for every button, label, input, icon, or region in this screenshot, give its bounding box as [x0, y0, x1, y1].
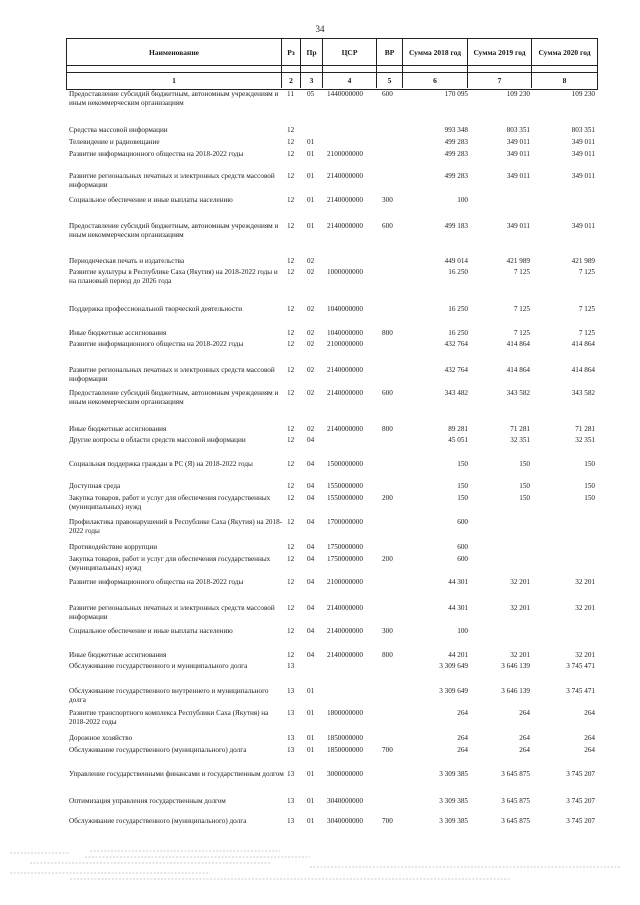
cell-name: Управление государственными финансами и государственным долгом — [69, 770, 284, 778]
cell-rz: 12 — [287, 482, 295, 490]
cell-rz: 12 — [287, 518, 295, 526]
cell-rz: 12 — [287, 543, 295, 551]
cell-s2018: 600 — [457, 543, 468, 551]
cell-s2018: 150 — [457, 494, 468, 502]
cell-s2020: 71 281 — [575, 425, 595, 433]
cell-s2018: 600 — [457, 518, 468, 526]
cell-csr: 3040000000 — [327, 797, 363, 805]
cell-rz: 12 — [287, 257, 295, 265]
cell-csr: 2100000000 — [327, 150, 363, 158]
cell-rz: 12 — [287, 651, 295, 659]
header-num-2: 2 — [282, 73, 301, 88]
cell-csr: 2140000000 — [327, 222, 363, 230]
cell-s2019: 32 201 — [510, 651, 530, 659]
cell-rz: 13 — [287, 662, 295, 670]
cell-name: Развитие региональных печатных и электронных средств массовой информации — [69, 366, 275, 383]
cell-s2019: 349 011 — [506, 138, 530, 146]
header-gap — [403, 65, 468, 72]
cell-s2018: 993 348 — [444, 126, 468, 134]
header-2019: Сумма 2019 год — [468, 39, 532, 65]
cell-s2020: 264 — [584, 746, 595, 754]
cell-name: Развитие информационного общества на 2018-2022 годы — [69, 578, 244, 586]
cell-pr: 04 — [307, 482, 315, 490]
cell-csr: 1700000000 — [327, 518, 363, 526]
cell-csr: 1550000000 — [327, 494, 363, 502]
cell-rz: 12 — [287, 389, 295, 397]
cell-pr: 02 — [307, 366, 315, 374]
cell-s2020: 32 201 — [575, 578, 595, 586]
cell-pr: 01 — [307, 196, 315, 204]
page-number: 34 — [315, 24, 325, 34]
cell-s2019: 3 645 875 — [501, 770, 530, 778]
cell-s2018: 264 — [457, 709, 468, 717]
cell-name: Телевидение и радиовещание — [69, 138, 160, 146]
cell-s2019: 343 582 — [506, 389, 530, 397]
cell-name: Развитие региональных печатных и электронных средств массовой информации — [69, 604, 275, 621]
scan-noise — [10, 845, 628, 885]
cell-csr: 2140000000 — [327, 366, 363, 374]
cell-pr: 01 — [307, 709, 315, 717]
table-header — [66, 38, 598, 90]
cell-s2018: 499 183 — [444, 222, 468, 230]
cell-s2019: 7 125 — [513, 305, 530, 313]
cell-s2018: 16 250 — [448, 329, 468, 337]
cell-name: Предоставление субсидий бюджетным, автономным учреждениям и иным некоммерческим организациям — [69, 389, 279, 406]
cell-s2019: 349 011 — [506, 150, 530, 158]
cell-s2020: 803 351 — [571, 126, 595, 134]
cell-s2019: 421 989 — [506, 257, 530, 265]
cell-vr: 700 — [382, 817, 393, 825]
cell-csr: 2140000000 — [327, 196, 363, 204]
cell-csr: 1440000000 — [327, 90, 363, 98]
cell-s2020: 32 201 — [575, 604, 595, 612]
cell-pr: 02 — [307, 268, 315, 276]
cell-rz: 13 — [287, 797, 295, 805]
cell-pr: 01 — [307, 687, 315, 695]
cell-s2019: 414 864 — [506, 340, 530, 348]
cell-rz: 12 — [287, 222, 295, 230]
cell-csr: 3040000000 — [327, 817, 363, 825]
header-num-8: 8 — [562, 76, 567, 85]
header-rz: Рз — [282, 39, 301, 65]
cell-vr: 600 — [382, 90, 393, 98]
header-vr: ВР — [377, 39, 403, 65]
cell-s2018: 170 095 — [444, 90, 468, 98]
cell-s2018: 264 — [457, 746, 468, 754]
cell-pr: 04 — [307, 555, 315, 563]
cell-s2018: 16 250 — [448, 305, 468, 313]
cell-s2018: 499 283 — [444, 150, 468, 158]
cell-name: Периодическая печать и издательства — [69, 257, 185, 265]
cell-name: Оптимизация управления государственным долгом — [69, 797, 226, 805]
cell-s2020: 349 011 — [571, 150, 595, 158]
cell-pr: 01 — [307, 746, 315, 754]
cell-rz: 12 — [287, 329, 295, 337]
cell-name: Социальное обеспечение и иные выплаты населению — [69, 627, 233, 635]
cell-s2018: 343 482 — [444, 389, 468, 397]
header-num-7: 7 — [468, 73, 532, 88]
cell-name: Обслуживание государственного и муниципального долга — [69, 662, 248, 670]
cell-name: Обслуживание государственного внутреннего и муниципального долга — [69, 687, 269, 704]
cell-name: Развитие транспортного комплекса Республики Саха (Якутия) на 2018-2022 годы — [69, 709, 269, 726]
cell-vr: 300 — [382, 627, 393, 635]
header-2020: Сумма 2020 год — [538, 47, 591, 57]
cell-csr: 1850000000 — [327, 746, 363, 754]
cell-name: Предоставление субсидий бюджетным, автономным учреждениям и иным некоммерческим организациям — [69, 90, 279, 107]
cell-rz: 12 — [287, 150, 295, 158]
cell-vr: 600 — [382, 222, 393, 230]
cell-s2020: 3 745 471 — [566, 687, 595, 695]
cell-rz: 13 — [287, 770, 295, 778]
cell-s2019: 109 230 — [506, 90, 530, 98]
cell-s2020: 349 011 — [571, 172, 595, 180]
cell-name: Закупка товаров, работ и услуг для обеспечения государственных (муниципальных) нужд — [69, 494, 271, 511]
cell-name: Развитие региональных печатных и электронных средств массовой информации — [69, 172, 275, 189]
cell-rz: 13 — [287, 709, 295, 717]
cell-csr: 1750000000 — [327, 543, 363, 551]
cell-name: Социальная поддержка граждан в РС (Я) на 2018-2022 годы — [69, 460, 253, 468]
cell-csr: 2140000000 — [327, 425, 363, 433]
cell-rz: 12 — [287, 340, 295, 348]
cell-s2018: 3 309 649 — [439, 687, 468, 695]
cell-s2018: 3 309 385 — [439, 797, 468, 805]
cell-csr: 2100000000 — [327, 578, 363, 586]
cell-csr: 1500000000 — [327, 460, 363, 468]
header-2018: Сумма 2018 год — [403, 39, 468, 65]
cell-pr: 01 — [307, 150, 315, 158]
cell-pr: 02 — [307, 340, 315, 348]
cell-pr: 02 — [307, 257, 315, 265]
cell-pr: 01 — [307, 817, 315, 825]
cell-s2018: 3 309 385 — [439, 817, 468, 825]
header-gap — [67, 65, 282, 72]
cell-vr: 200 — [382, 494, 393, 502]
header-num-5: 5 — [377, 73, 403, 88]
cell-pr: 01 — [307, 138, 315, 146]
cell-rz: 12 — [287, 268, 295, 276]
cell-rz: 12 — [287, 425, 295, 433]
cell-s2018: 432 764 — [444, 340, 468, 348]
cell-s2018: 44 301 — [448, 578, 468, 586]
cell-rz: 12 — [287, 460, 295, 468]
header-gap — [377, 65, 403, 72]
cell-s2019: 32 351 — [510, 436, 530, 444]
cell-s2019: 32 201 — [510, 578, 530, 586]
cell-name: Иные бюджетные ассигнования — [69, 329, 167, 337]
cell-csr: 2140000000 — [327, 604, 363, 612]
cell-s2019: 71 281 — [510, 425, 530, 433]
cell-csr: 2140000000 — [327, 651, 363, 659]
cell-s2019: 150 — [519, 460, 530, 468]
cell-s2020: 7 125 — [578, 268, 595, 276]
cell-s2019: 264 — [519, 746, 530, 754]
cell-s2020: 32 201 — [575, 651, 595, 659]
cell-name: Развитие культуры в Республике Саха (Якутия) на 2018-2022 годы и на плановый период до 2026 года — [69, 268, 278, 285]
cell-csr: 1550000000 — [327, 482, 363, 490]
cell-name: Иные бюджетные ассигнования — [69, 425, 167, 433]
cell-s2018: 449 014 — [444, 257, 468, 265]
header-num-4: 4 — [323, 73, 377, 88]
header-name: Наименование — [67, 39, 282, 65]
cell-pr: 05 — [307, 90, 315, 98]
cell-s2020: 264 — [584, 709, 595, 717]
cell-csr: 2140000000 — [327, 389, 363, 397]
cell-name: Другие вопросы в области средств массовой информации — [69, 436, 246, 444]
cell-vr: 700 — [382, 746, 393, 754]
cell-pr: 04 — [307, 604, 315, 612]
header-num-3: 3 — [301, 73, 323, 88]
cell-s2019: 7 125 — [513, 268, 530, 276]
cell-vr: 200 — [382, 555, 393, 563]
cell-rz: 13 — [287, 687, 295, 695]
cell-s2018: 3 309 649 — [439, 662, 468, 670]
cell-s2020: 264 — [584, 734, 595, 742]
cell-s2018: 150 — [457, 482, 468, 490]
cell-rz: 13 — [287, 817, 295, 825]
cell-csr: 2140000000 — [327, 627, 363, 635]
cell-pr: 02 — [307, 329, 315, 337]
cell-rz: 12 — [287, 366, 295, 374]
cell-pr: 02 — [307, 305, 315, 313]
cell-s2019: 3 646 139 — [501, 687, 530, 695]
cell-name: Развитие информационного общества на 2018-2022 годы — [69, 150, 244, 158]
cell-s2020: 7 125 — [578, 329, 595, 337]
cell-vr: 800 — [382, 425, 393, 433]
cell-rz: 12 — [287, 627, 295, 635]
cell-s2018: 264 — [457, 734, 468, 742]
cell-vr: 800 — [382, 329, 393, 337]
cell-name: Иные бюджетные ассигнования — [69, 651, 167, 659]
cell-pr: 04 — [307, 651, 315, 659]
cell-s2018: 150 — [457, 460, 468, 468]
cell-s2018: 89 281 — [448, 425, 468, 433]
cell-rz: 12 — [287, 126, 295, 134]
cell-pr: 04 — [307, 543, 315, 551]
cell-s2018: 16 250 — [448, 268, 468, 276]
cell-s2020: 414 864 — [571, 340, 595, 348]
cell-name: Поддержка профессиональной творческой деятельности — [69, 305, 243, 313]
cell-csr: 1800000000 — [327, 709, 363, 717]
cell-s2020: 349 011 — [571, 222, 595, 230]
cell-name: Закупка товаров, работ и услуг для обеспечения государственных (муниципальных) нужд — [69, 555, 271, 572]
cell-s2018: 3 309 385 — [439, 770, 468, 778]
cell-s2018: 499 283 — [444, 138, 468, 146]
cell-name: Обслуживание государственного (муниципального) долга — [69, 746, 247, 754]
cell-pr: 04 — [307, 578, 315, 586]
cell-s2020: 349 011 — [571, 138, 595, 146]
cell-s2018: 100 — [457, 196, 468, 204]
cell-s2018: 44 301 — [448, 604, 468, 612]
cell-name: Противодействие коррупции — [69, 543, 158, 551]
cell-pr: 01 — [307, 797, 315, 805]
cell-rz: 12 — [287, 172, 295, 180]
cell-s2019: 349 011 — [506, 172, 530, 180]
cell-s2018: 100 — [457, 627, 468, 635]
cell-name: Дорожное хозяйство — [69, 734, 133, 742]
cell-pr: 02 — [307, 425, 315, 433]
header-num-6: 6 — [403, 73, 468, 88]
cell-s2018: 600 — [457, 555, 468, 563]
cell-s2020: 109 230 — [571, 90, 595, 98]
cell-s2020: 343 582 — [571, 389, 595, 397]
cell-s2020: 414 864 — [571, 366, 595, 374]
cell-pr: 01 — [307, 770, 315, 778]
cell-s2020: 3 745 207 — [566, 797, 595, 805]
cell-name: Профилактика правонарушений в Республике Саха (Якутия) на 2018-2022 годы — [69, 518, 283, 535]
cell-s2019: 3 646 139 — [501, 662, 530, 670]
cell-s2020: 3 745 207 — [566, 817, 595, 825]
cell-name: Социальное обеспечение и иные выплаты населению — [69, 196, 233, 204]
cell-csr: 1750000000 — [327, 555, 363, 563]
cell-vr: 600 — [382, 389, 393, 397]
cell-name: Обслуживание государственного (муниципального) долга — [69, 817, 247, 825]
cell-s2018: 44 201 — [448, 651, 468, 659]
cell-pr: 04 — [307, 460, 315, 468]
cell-rz: 12 — [287, 138, 295, 146]
cell-rz: 12 — [287, 604, 295, 612]
cell-s2019: 150 — [519, 494, 530, 502]
cell-s2020: 32 351 — [575, 436, 595, 444]
cell-csr: 1850000000 — [327, 734, 363, 742]
cell-s2018: 432 764 — [444, 366, 468, 374]
header-gap — [323, 65, 377, 72]
header-gap — [468, 65, 532, 72]
cell-rz: 11 — [287, 90, 294, 98]
cell-s2019: 414 864 — [506, 366, 530, 374]
cell-csr: 2100000000 — [327, 340, 363, 348]
cell-vr: 800 — [382, 651, 393, 659]
cell-csr: 1040000000 — [327, 305, 363, 313]
cell-rz: 12 — [287, 305, 295, 313]
cell-s2020: 150 — [584, 482, 595, 490]
cell-s2020: 7 125 — [578, 305, 595, 313]
cell-rz: 12 — [287, 555, 295, 563]
cell-s2019: 3 645 875 — [501, 797, 530, 805]
cell-csr: 3000000000 — [327, 770, 363, 778]
cell-pr: 01 — [307, 734, 315, 742]
cell-s2018: 499 283 — [444, 172, 468, 180]
cell-rz: 13 — [287, 746, 295, 754]
cell-csr: 1000000000 — [327, 268, 363, 276]
cell-rz: 12 — [287, 494, 295, 502]
cell-s2019: 349 011 — [506, 222, 530, 230]
cell-rz: 13 — [287, 734, 295, 742]
cell-name: Развитие информационного общества на 2018-2022 годы — [69, 340, 244, 348]
cell-s2019: 803 351 — [506, 126, 530, 134]
header-num-1: 1 — [67, 73, 282, 88]
cell-s2019: 32 201 — [510, 604, 530, 612]
cell-s2020: 3 745 471 — [566, 662, 595, 670]
cell-rz: 12 — [287, 196, 295, 204]
cell-pr: 01 — [307, 172, 315, 180]
cell-pr: 04 — [307, 436, 315, 444]
cell-rz: 12 — [287, 436, 295, 444]
cell-pr: 04 — [307, 494, 315, 502]
cell-pr: 01 — [307, 222, 315, 230]
header-gap — [282, 65, 301, 72]
header-gap — [301, 65, 323, 72]
header-pr: Пр — [301, 39, 323, 65]
cell-name: Доступная среда — [69, 482, 121, 490]
cell-csr: 1040000000 — [327, 329, 363, 337]
cell-s2020: 3 745 207 — [566, 770, 595, 778]
cell-vr: 300 — [382, 196, 393, 204]
cell-pr: 04 — [307, 518, 315, 526]
cell-s2019: 7 125 — [513, 329, 530, 337]
cell-s2019: 264 — [519, 734, 530, 742]
cell-s2020: 150 — [584, 494, 595, 502]
cell-name: Предоставление субсидий бюджетным, автономным учреждениям и иным некоммерческим организациям — [69, 222, 279, 239]
cell-s2020: 421 989 — [571, 257, 595, 265]
cell-s2019: 264 — [519, 709, 530, 717]
cell-csr: 2140000000 — [327, 172, 363, 180]
header-csr: ЦСР — [323, 39, 377, 65]
cell-s2020: 150 — [584, 460, 595, 468]
cell-pr: 02 — [307, 389, 315, 397]
cell-s2019: 3 645 875 — [501, 817, 530, 825]
cell-s2018: 45 051 — [448, 436, 468, 444]
cell-name: Средства массовой информации — [69, 126, 168, 134]
cell-s2019: 150 — [519, 482, 530, 490]
cell-pr: 04 — [307, 627, 315, 635]
cell-rz: 12 — [287, 578, 295, 586]
